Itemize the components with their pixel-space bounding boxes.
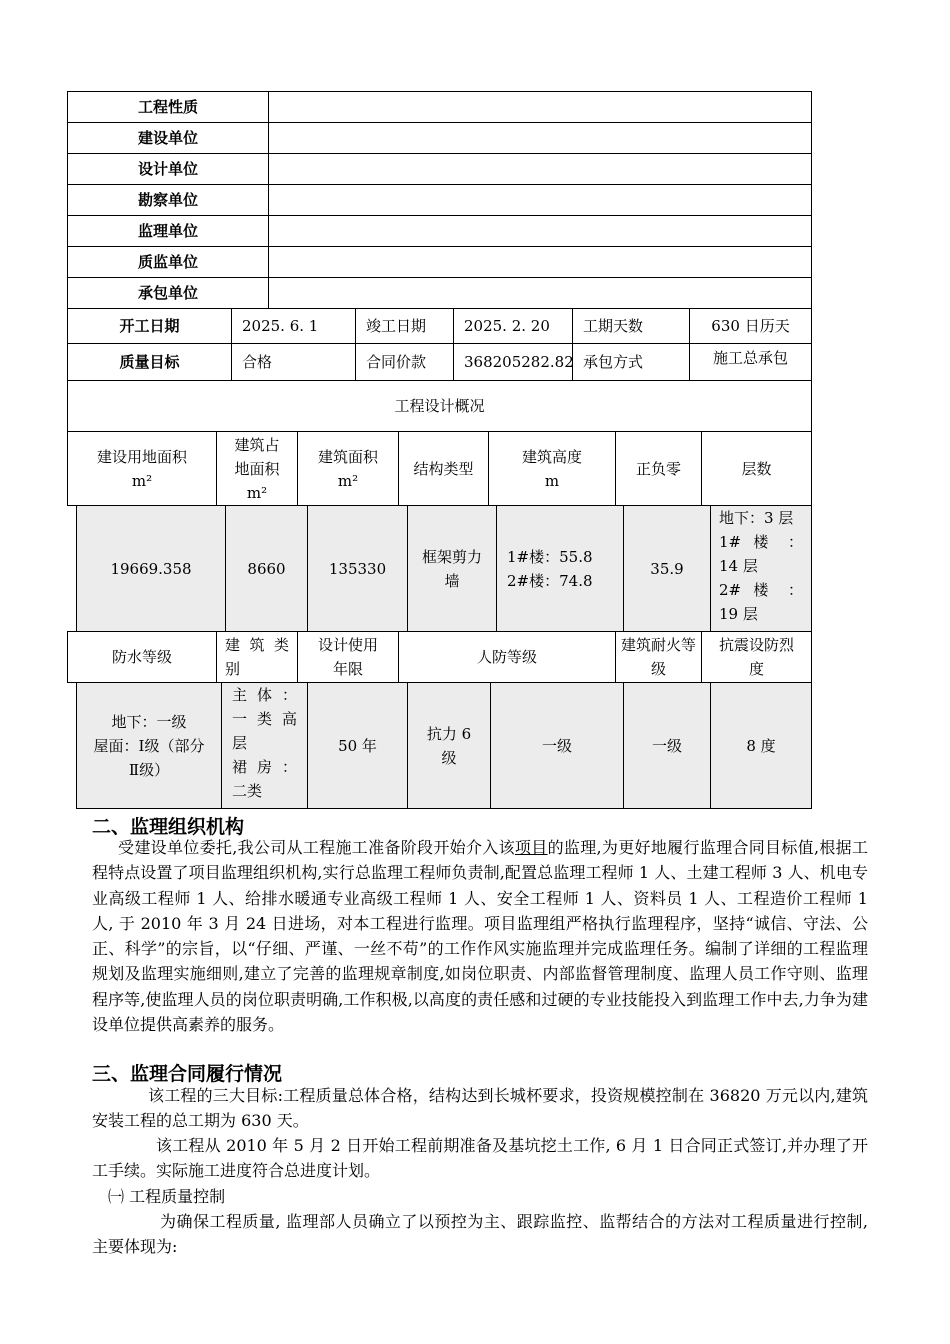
value-zero: 35.9: [623, 505, 711, 632]
value-end-date: 2025. 2. 20: [453, 308, 573, 344]
section2-paragraph: [92, 835, 868, 1037]
value-supervisor: [268, 215, 812, 247]
label-project-nature: 工程性质: [67, 91, 269, 123]
header-height-unit: m: [544, 471, 560, 490]
header-building-category: 建 筑 类 别: [216, 631, 298, 683]
value-project-nature: [268, 91, 812, 123]
value-height: [496, 505, 624, 632]
value-designer: [268, 153, 812, 185]
value-surveyor: [268, 184, 812, 216]
section3-heading: 三、监理合同履行情况: [92, 1063, 283, 1085]
value-civil-defense: 抗力 6 级: [407, 682, 491, 809]
section3-paragraph-3: 为确保工程质量, 监理部人员确立了以预控为主、跟踪监控、监帮结合的方法对工程质量进行控制, 主要体现为:: [92, 1212, 868, 1257]
design-overview-title: 工程设计概况: [67, 380, 812, 432]
value-category-2: 裙 房 ： 二类: [232, 758, 297, 800]
value-waterproof: [76, 682, 222, 809]
section3-paragraph-2: 该工程从 2010 年 5 月 2 日开始工程前期准备及基坑挖土工作, 6 月 1 日合同正式签订,并办理了开工手续。实际施工进度符合总进度计划。: [92, 1136, 868, 1181]
value-start-date: 2025. 6. 1: [231, 308, 356, 344]
value-land-area: 19669.358: [76, 505, 226, 632]
value-building-category: [221, 682, 308, 809]
value-floor-area: 135330: [307, 505, 408, 632]
value-floors-2: 1# 楼 ： 14 层: [719, 533, 803, 575]
section2-text-b: 的监理,为更好地履行监理合同目标值,根据工程特点设置了项目监理组织机构,实行总监理工程师负责制,配置总监理工程师 1 人、土建工程师 3 人、机电专业高级工程师 1 人、给排水暖通专业高级工程师 1 人、安全工程师 1 人、资料员 1 人、工程造价工程师 1 人, 于 2010 年 3 月 24 日进场，对本工程进行监理。项目监理组严格执行监理程序，坚持“诚信、守法、公正、科学”的宗旨，以“仔细、严谨、一丝不苟”的工作作风实施监理并完成监理任务。编制了详细的工程监理规划及监理实施细则,建立了完善的监理规章制度,如岗位职责、内部监督管理制度、监理人员工作守则、监理程序等,使监理人员的岗位职责明确,工作积极,以高度的责任感和过硬的专业技能投入到监理工作中去,力争为建设单位提供高素养的服务。: [92, 838, 868, 1035]
label-contract-price: 合同价款: [355, 343, 454, 381]
label-surveyor: 勘察单位: [67, 184, 269, 216]
label-duration: 工期天数: [572, 308, 690, 344]
value-floors-3: 2# 楼 ： 19 层: [719, 581, 803, 623]
value-floors-1: 地下：3 层: [719, 509, 794, 527]
value-contractor: [268, 277, 812, 309]
label-start-date: 开工日期: [67, 308, 232, 344]
value-height-2: 2#楼：74.8: [507, 571, 593, 590]
section2-text-underlined: 项目: [514, 838, 548, 857]
header-civil-defense: 人防等级: [398, 631, 616, 683]
section2-text-a: 受建设单位委托,我公司从工程施工准备阶段开始介入该: [118, 838, 515, 857]
header-footprint: [216, 431, 298, 506]
header-floors: 层数: [701, 431, 812, 506]
header-floor-area-unit: m²: [337, 471, 359, 490]
label-contractor: 承包单位: [67, 277, 269, 309]
value-fire-rating: 一级: [623, 682, 711, 809]
header-floor-area: [297, 431, 399, 506]
header-design-life: 设计使用年限: [297, 631, 399, 683]
value-floors: [710, 505, 812, 632]
value-design-life: 50 年: [307, 682, 408, 809]
label-owner: 建设单位: [67, 122, 269, 154]
header-land-area-unit: m²: [131, 471, 153, 490]
section3-paragraph-1: 该工程的三大目标:工程质量总体合格，结构达到长城杯要求，投资规模控制在 36820 万元以内,建筑安装工程的总工期为 630 天。: [92, 1086, 868, 1131]
header-floor-area-label: 建筑面积: [317, 447, 378, 466]
header-footprint-unit: m²: [246, 483, 268, 502]
value-civil-defense-grade: 一级: [490, 682, 624, 809]
value-quality-station: [268, 246, 812, 278]
value-category-1: 主 体 ： 一 类 高 层: [232, 686, 297, 752]
value-duration: 630 日历天: [689, 308, 812, 344]
header-waterproof: 防水等级: [67, 631, 217, 683]
value-footprint: 8660: [225, 505, 308, 632]
header-seismic: 抗震设防烈度: [701, 631, 812, 683]
header-land-area-label: 建设用地面积: [96, 447, 187, 466]
value-owner: [268, 122, 812, 154]
label-quality-target: 质量目标: [67, 343, 232, 381]
header-structure: 结构类型: [398, 431, 489, 506]
value-seismic: 8 度: [710, 682, 812, 809]
value-waterproof-1: 地下：一级: [111, 712, 187, 731]
value-structure: 框架剪力墙: [407, 505, 497, 632]
value-waterproof-2: 屋面：Ⅰ级（部分Ⅱ级）: [93, 736, 205, 779]
header-zero: 正负零: [615, 431, 702, 506]
label-designer: 设计单位: [67, 153, 269, 185]
value-height-1: 1#楼：55.8: [507, 547, 593, 566]
header-fire-rating: 建筑耐火等级: [615, 631, 702, 683]
header-height-label: 建筑高度: [521, 447, 582, 466]
section2-heading: 二、监理组织机构: [92, 816, 245, 838]
value-quality-target: 合格: [231, 343, 356, 381]
label-quality-station: 质监单位: [67, 246, 269, 278]
header-land-area: [67, 431, 217, 506]
quality-control-subheading: ㈠ 工程质量控制: [108, 1187, 226, 1206]
value-contract-price: 368205282.82: [453, 343, 573, 381]
header-height: [488, 431, 616, 506]
label-end-date: 竣工日期: [355, 308, 454, 344]
value-contract-mode: 施工总承包: [689, 343, 812, 381]
label-contract-mode: 承包方式: [572, 343, 690, 381]
label-supervisor: 监理单位: [67, 215, 269, 247]
header-footprint-label: 建筑占地面积: [234, 435, 280, 478]
